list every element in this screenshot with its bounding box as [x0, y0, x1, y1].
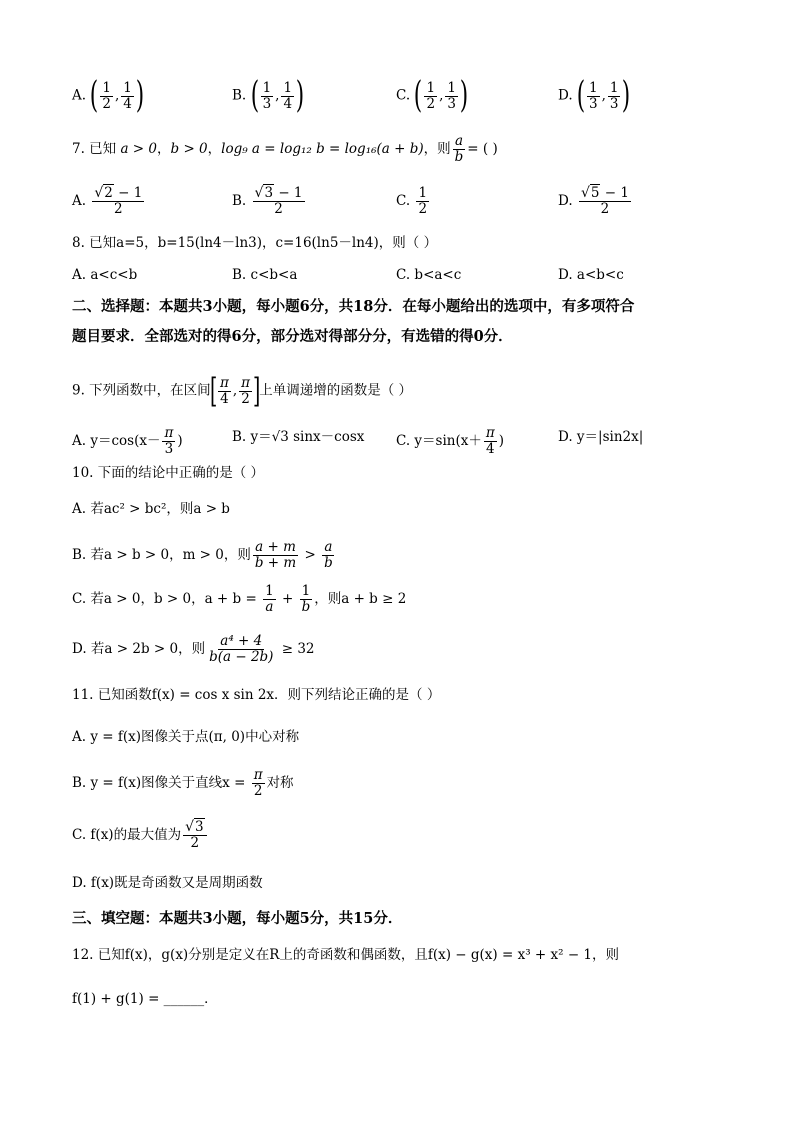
- question-7: 7. 已知 a > 0，b > 0，log₉ a = log₁₂ b = log₁₆(a + b)，则 $\frac{a}{b}$ = ( ): [72, 133, 498, 165]
- numerator: 1: [283, 79, 293, 96]
- left-paren: (: [414, 75, 423, 116]
- option-text: ): [498, 433, 505, 449]
- denominator: a: [265, 599, 274, 615]
- numerator: 1: [447, 79, 456, 96]
- q8-option-d: D. a<b<c: [558, 267, 624, 283]
- sqrt: √2: [94, 185, 113, 201]
- operator: +: [277, 591, 298, 607]
- denominator: 3: [588, 95, 598, 112]
- radicand: 3: [195, 819, 204, 835]
- option-text: ): [177, 433, 183, 449]
- fraction: [253, 540, 298, 571]
- fraction: [121, 81, 134, 112]
- q6-option-c: C. ( $\frac{1}{2}$ , $\frac{1}{3}$ ): [396, 75, 469, 116]
- q7-option-b: [232, 186, 307, 217]
- radicand: 3: [264, 185, 274, 201]
- numerator: 1: [609, 79, 619, 96]
- q7-option-c: [396, 186, 431, 217]
- q7-option-d: [558, 186, 633, 217]
- numerator: π: [219, 374, 229, 391]
- question-11: 11. 已知函数f(x) = cos x sin 2x．则下列结论正确的是（ ）: [72, 687, 441, 703]
- radicand: 5: [590, 185, 600, 201]
- numerator: 1: [426, 79, 436, 96]
- section-2-heading: 二、选择题：本题共3小题，每小题6分，共18分．在每小题给出的选项中，有多项符合: [72, 298, 635, 315]
- q11-option-b: [72, 768, 294, 799]
- denominator: b: [454, 149, 464, 165]
- option-text: C. 若a > 0，b > 0，a + b =: [72, 591, 262, 607]
- sqrt: √3: [185, 819, 204, 835]
- denominator: b: [324, 555, 333, 571]
- option-letter: D.: [558, 193, 573, 209]
- question-tail: 上单调递增的函数是（ ）: [259, 382, 413, 399]
- numerator-rest: − 1: [600, 185, 629, 201]
- q10-option-c: [72, 584, 406, 615]
- denominator: 4: [486, 441, 495, 457]
- option-letter: B.: [232, 87, 247, 104]
- denominator: 2: [241, 390, 250, 407]
- section-3-heading: 三、填空题：本题共3小题，每小题5分，共15分．: [72, 910, 403, 927]
- q9-option-d: D. y＝|sin2x|: [558, 429, 644, 445]
- denominator: 2: [114, 201, 123, 217]
- q6-option-d: D. ( $\frac{1}{3}$ , $\frac{1}{3}$ ): [558, 75, 631, 116]
- question-9: 9. 下列函数中，在区间[ $\frac{\pi}{4}$ , $\frac{\pi}{2}$ ]上单调递增的函数是（ ）: [72, 371, 413, 411]
- denominator: 4: [283, 95, 293, 112]
- left-paren: (: [90, 75, 99, 116]
- denominator: 3: [447, 95, 456, 112]
- numerator: 1: [102, 79, 111, 96]
- numerator: a: [324, 539, 333, 555]
- option-letter: B.: [232, 193, 247, 209]
- q8-option-c: C. b<a<c: [396, 267, 462, 283]
- left-paren: (: [576, 75, 586, 116]
- fraction: [416, 186, 429, 217]
- q8-option-b: B. c<b<a: [232, 267, 298, 283]
- q10-option-b: [72, 540, 337, 571]
- right-paren: ): [622, 75, 631, 116]
- question-12: 12. 已知f(x)，g(x)分别是定义在R上的奇函数和偶函数，且f(x) − g(x) = x³ + x² − 1，则: [72, 947, 620, 963]
- q9-option-b: B. y＝√3 sinx－cosx: [232, 429, 365, 445]
- numerator: a + m: [255, 539, 296, 555]
- q6-option-b: B. ( $\frac{1}{3}$ , $\frac{1}{4}$ ): [232, 75, 305, 116]
- q11-option-a: A. y = f(x)图像关于点(π, 0)中心对称: [72, 729, 300, 745]
- q7-option-a: [72, 186, 146, 217]
- option-letter: C.: [396, 87, 411, 104]
- numerator: π: [485, 425, 495, 441]
- numerator: π: [164, 425, 174, 441]
- fraction: [253, 186, 305, 217]
- denominator: 2: [190, 835, 200, 851]
- numerator: π: [241, 374, 250, 391]
- denominator: 4: [123, 95, 132, 112]
- q10-option-d: [72, 634, 315, 665]
- denominator: b: [301, 599, 311, 615]
- numerator: π: [253, 767, 263, 783]
- option-text: B. y = f(x)图像关于直线x =: [72, 775, 250, 791]
- option-text: ，则a + b ≥ 2: [314, 591, 407, 607]
- fraction: [300, 584, 313, 615]
- numerator: 1: [418, 185, 428, 201]
- option-letter: A.: [72, 87, 87, 104]
- condition: a > 0: [120, 141, 158, 157]
- answer-paren: = ( ): [467, 141, 498, 157]
- condition: b > 0: [170, 141, 208, 157]
- left-paren: (: [250, 75, 259, 116]
- radicand: 2: [104, 185, 113, 201]
- question-lead: 7. 已知: [72, 141, 117, 157]
- fraction: [608, 81, 621, 112]
- numerator: a⁴ + 4: [220, 633, 263, 649]
- denominator: 2: [600, 201, 610, 217]
- option-text: C. y＝sin(x＋: [396, 433, 482, 449]
- denominator: 2: [426, 95, 436, 112]
- q11-option-c: [72, 820, 209, 851]
- fraction: [162, 426, 175, 457]
- q11-option-d: D. f(x)既是奇函数又是周期函数: [72, 875, 263, 891]
- right-bracket: ]: [252, 371, 261, 411]
- question-lead: 9. 下列函数中，在区间: [72, 382, 211, 399]
- q6-option-a: A. ( $\frac{1}{2}$ , $\frac{1}{4}$ ): [72, 75, 145, 116]
- numerator: 1: [265, 583, 274, 599]
- fraction: [263, 584, 276, 615]
- fraction: [281, 81, 294, 112]
- option-letter: D.: [558, 87, 573, 104]
- fraction: [445, 81, 458, 112]
- operator: >: [300, 547, 321, 563]
- numerator: 1: [301, 583, 311, 599]
- fraction: [183, 820, 207, 851]
- fraction: [207, 634, 275, 665]
- right-paren: ): [295, 75, 305, 116]
- fraction: [453, 134, 466, 165]
- right-paren: ): [459, 75, 469, 116]
- numerator-rest: − 1: [113, 185, 143, 201]
- section-2-heading-cont: 题目要求．全部选对的得6分，部分选对得部分分，有选错的得0分．: [72, 328, 513, 345]
- left-bracket: [: [209, 371, 217, 411]
- option-text: D. 若a > 2b > 0，则: [72, 641, 206, 657]
- numerator: 1: [262, 79, 272, 96]
- fraction: [587, 81, 600, 112]
- numerator: 1: [123, 79, 132, 96]
- numerator: 1: [588, 79, 598, 96]
- question-12-answer-line: f(1) + g(1) = ______．: [72, 991, 218, 1007]
- option-text: C. f(x)的最大值为: [72, 827, 182, 843]
- denominator: 2: [274, 201, 283, 217]
- fraction: [239, 376, 252, 407]
- fraction: [484, 426, 497, 457]
- denominator: 3: [262, 95, 272, 112]
- option-letter: C.: [396, 193, 411, 209]
- denominator: 3: [609, 95, 619, 112]
- fraction: [579, 186, 631, 217]
- sqrt: √5: [580, 185, 600, 201]
- fraction: [424, 81, 437, 112]
- fraction: [322, 540, 335, 571]
- question-8: 8. 已知a=5，b=15(ln4－ln3)，c=16(ln5－ln4)，则（ ）: [72, 235, 438, 251]
- fraction: [252, 768, 265, 799]
- fraction: [100, 81, 113, 112]
- denominator: 2: [253, 783, 263, 799]
- fraction: [92, 186, 144, 217]
- option-letter: A.: [72, 193, 87, 209]
- denominator: b(a − 2b): [209, 649, 274, 665]
- sqrt: √3: [254, 185, 274, 201]
- q9-option-c: [396, 426, 504, 457]
- option-text: ≥ 32: [277, 641, 315, 657]
- denominator: 3: [164, 441, 174, 457]
- option-text: B. 若a > b > 0，m > 0，则: [72, 547, 251, 563]
- option-text: 对称: [266, 775, 294, 791]
- equation: log₉ a = log₁₂ b = log₁₆(a + b): [221, 141, 424, 157]
- numerator: a: [454, 133, 463, 149]
- numerator-rest: − 1: [274, 185, 303, 201]
- denominator: 4: [220, 390, 229, 407]
- fraction: [261, 81, 274, 112]
- denominator: b + m: [254, 555, 297, 571]
- right-paren: ): [135, 75, 145, 116]
- denominator: 2: [418, 201, 428, 217]
- q10-option-a: A. 若ac² > bc²，则a > b: [72, 501, 230, 517]
- option-text: A. y＝cos(x－: [72, 433, 161, 449]
- fraction: [218, 376, 231, 407]
- q8-option-a: A. a<c<b: [72, 267, 138, 283]
- then-text: ，则: [423, 141, 451, 157]
- q9-option-a: [72, 426, 183, 457]
- denominator: 2: [102, 95, 111, 112]
- question-10: 10. 下面的结论中正确的是（ ）: [72, 465, 265, 481]
